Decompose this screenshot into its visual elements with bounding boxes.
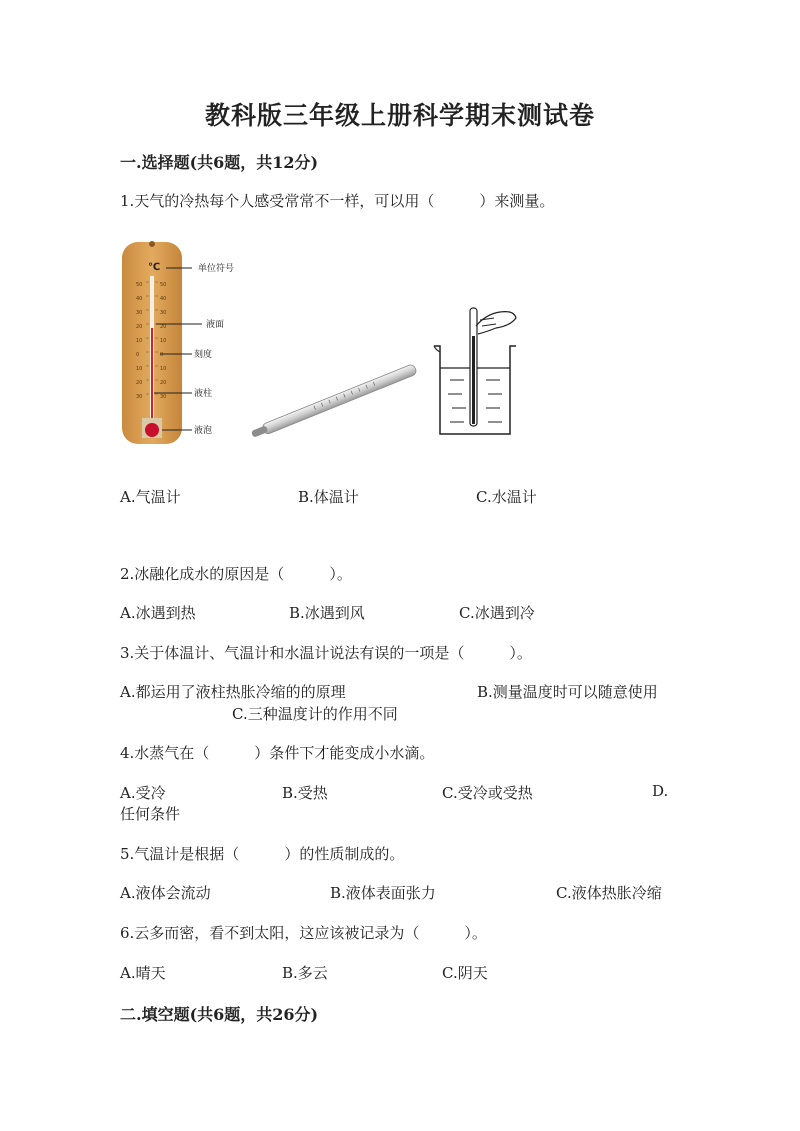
q4-option-a[interactable]: A.受冷 — [120, 784, 166, 802]
svg-text:10: 10 — [136, 366, 143, 372]
water-thermometer-figure — [430, 296, 524, 442]
question-2: 2.冰融化成水的原因是（ ）。 — [120, 565, 352, 583]
label-liquid-surface: 液面 — [206, 320, 225, 330]
section-heading-fill: 二.填空题(共6题，共26分) — [120, 1005, 319, 1024]
q5-option-b[interactable]: B.液体表面张力 — [330, 884, 436, 902]
q3-option-a[interactable]: A.都运用了液柱热胀冷缩的的原理 — [120, 683, 346, 701]
question-1: 1.天气的冷热每个人感受常常不一样，可以用（ ）来测量。 — [120, 192, 555, 210]
svg-text:40: 40 — [160, 296, 167, 302]
liquid-bulb — [145, 423, 159, 437]
q4-option-c[interactable]: C.受冷或受热 — [442, 784, 533, 802]
q1-option-a[interactable]: A.气温计 — [120, 488, 181, 506]
svg-text:30: 30 — [160, 310, 167, 316]
svg-text:20: 20 — [160, 324, 167, 330]
svg-text:10: 10 — [136, 338, 143, 344]
q1-option-b[interactable]: B.体温计 — [298, 488, 359, 506]
q5-option-c[interactable]: C.液体热胀冷缩 — [556, 884, 662, 902]
svg-text:20: 20 — [136, 324, 143, 330]
q4-option-b[interactable]: B.受热 — [282, 784, 328, 802]
q5-option-a[interactable]: A.液体会流动 — [120, 884, 211, 902]
svg-text:50: 50 — [160, 282, 167, 288]
svg-text:40: 40 — [136, 296, 143, 302]
tick-labels-right — [160, 282, 166, 400]
svg-text:10: 10 — [160, 338, 167, 344]
question-5: 5.气温计是根据（ ）的性质制成的。 — [120, 845, 405, 863]
svg-text:30: 30 — [136, 394, 143, 400]
svg-text:0: 0 — [160, 352, 164, 358]
q4-option-d[interactable]: D. — [652, 782, 669, 800]
q1-option-c[interactable]: C.水温计 — [476, 488, 537, 506]
question-6: 6.云多而密，看不到太阳，这应该被记录为（ ）。 — [120, 924, 487, 942]
question-4: 4.水蒸气在（ ）条件下才能变成小水滴。 — [120, 744, 435, 762]
label-liquid-bulb: 液泡 — [194, 426, 213, 436]
q4-option-d-text[interactable]: 任何条件 — [120, 805, 181, 823]
svg-text:20: 20 — [160, 380, 167, 386]
svg-text:50: 50 — [136, 282, 143, 288]
q3-option-c[interactable]: C.三种温度计的作用不同 — [232, 705, 398, 723]
tick-labels-left — [136, 282, 142, 400]
q2-option-c[interactable]: C.冰遇到冷 — [459, 604, 535, 622]
q2-option-b[interactable]: B.冰遇到风 — [289, 604, 365, 622]
section-heading-choice: 一.选择题(共6题，共12分) — [120, 153, 319, 172]
page-title: 教科版三年级上册科学期末测试卷 — [204, 101, 595, 130]
label-scale: 刻度 — [194, 350, 213, 360]
svg-text:30: 30 — [160, 394, 167, 400]
label-liquid-column: 液柱 — [194, 389, 213, 399]
body-thermometer-figure — [244, 362, 426, 442]
svg-text:20: 20 — [136, 380, 143, 386]
q6-option-c[interactable]: C.阴天 — [442, 964, 488, 982]
svg-text:0: 0 — [136, 352, 140, 358]
q6-option-b[interactable]: B.多云 — [282, 964, 328, 982]
q2-option-a[interactable]: A.冰遇到热 — [120, 604, 196, 622]
unit-mark: ℃ — [148, 262, 161, 273]
svg-text:30: 30 — [136, 310, 143, 316]
air-thermometer-figure — [118, 238, 258, 448]
label-unit-symbol: 单位符号 — [198, 264, 235, 274]
svg-text:10: 10 — [160, 366, 167, 372]
q3-option-b[interactable]: B.测量温度时可以随意使用 — [477, 683, 658, 701]
q6-option-a[interactable]: A.晴天 — [120, 964, 166, 982]
question-3: 3.关于体温计、气温计和水温计说法有误的一项是（ ）。 — [120, 644, 532, 662]
